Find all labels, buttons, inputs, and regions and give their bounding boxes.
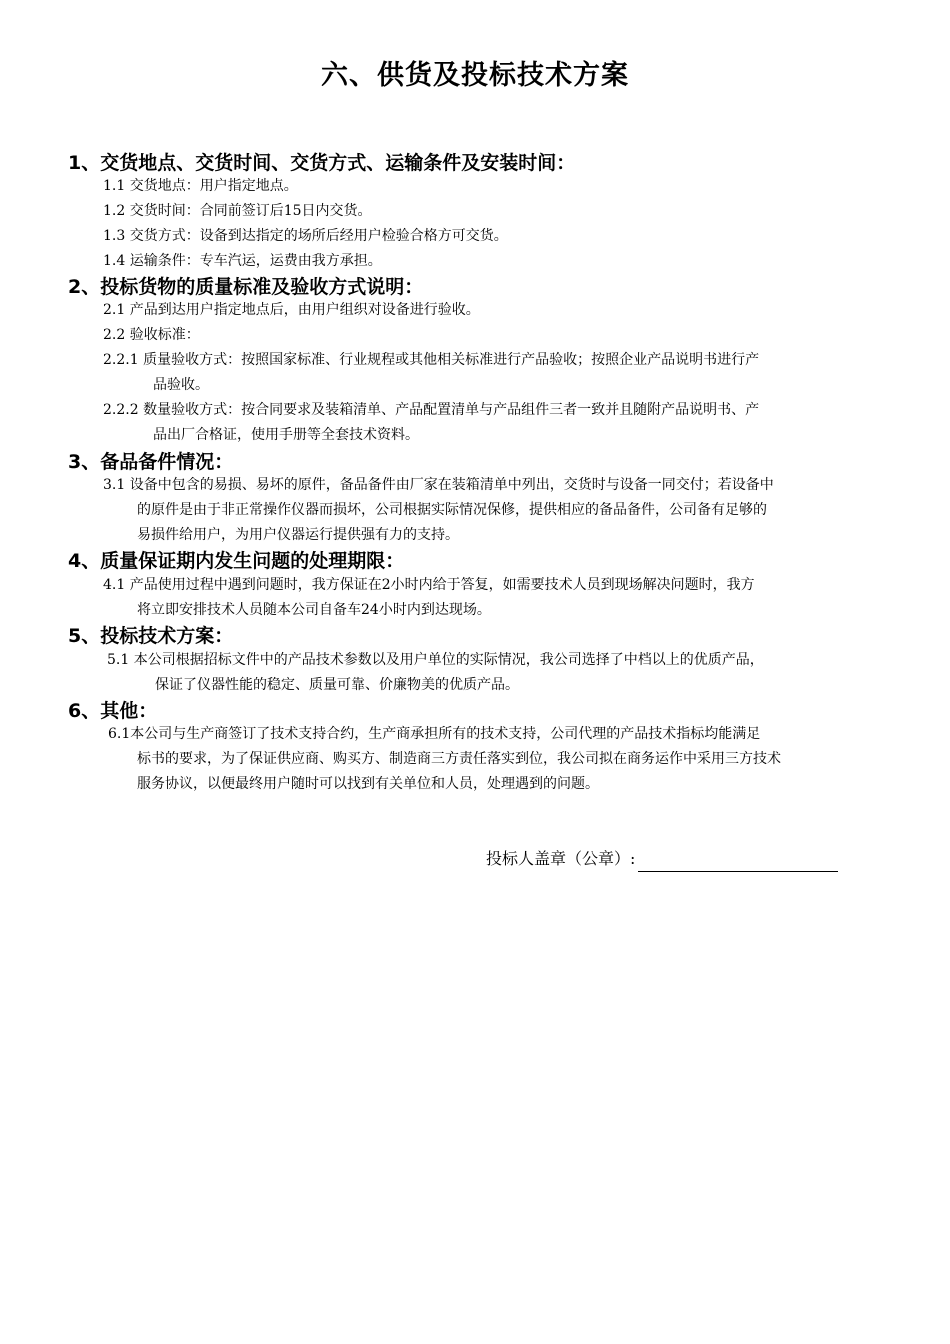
page-title: 六、供货及投标技术方案 — [321, 60, 629, 91]
section-2-heading: 2、投标货物的质量标准及验收方式说明： — [68, 276, 424, 298]
section-6-line-3: 服务协议，以便最终用户随时可以找到有关单位和人员，处理遇到的问题。 — [137, 776, 599, 792]
section-6-heading: 6、其他： — [68, 700, 158, 722]
section-1-line-4: 1.4 运输条件：专车汽运，运费由我方承担。 — [103, 253, 382, 269]
section-1-heading: 1、交货地点、交货时间、交货方式、运输条件及安装时间： — [68, 152, 576, 174]
section-3-line-3: 易损件给用户，为用户仪器运行提供强有力的支持。 — [137, 527, 459, 543]
section-6-line-1: 6.1本公司与生产商签订了技术支持合约，生产商承担所有的技术支持，公司代理的产品技术指标均能满足 — [108, 726, 761, 742]
section-2-line-6: 品出厂合格证，使用手册等全套技术资料。 — [153, 427, 419, 443]
section-5-line-2: 保证了仪器性能的稳定、质量可靠、价廉物美的优质产品。 — [155, 677, 519, 693]
section-2-line-4: 品验收。 — [153, 377, 209, 393]
section-1-line-1: 1.1 交货地点：用户指定地点。 — [103, 178, 298, 194]
section-3-line-1: 3.1 设备中包含的易损、易坏的原件，备品备件由厂家在装箱清单中列出，交货时与设备一同交付；若设备中 — [103, 477, 774, 493]
section-6-line-2: 标书的要求，为了保证供应商、购买方、制造商三方责任落实到位，我公司拟在商务运作中采用三方技术 — [137, 751, 781, 767]
section-2-line-1: 2.1 产品到达用户指定地点后，由用户组织对设备进行验收。 — [103, 302, 480, 318]
signature-label: 投标人盖章（公章）: — [486, 849, 636, 868]
section-1-line-2: 1.2 交货时间：合同前签订后15日内交货。 — [103, 203, 372, 219]
section-4-line-1: 4.1 产品使用过程中遇到问题时，我方保证在2小时内给于答复，如需要技术人员到现场解决问题时，我方 — [103, 577, 755, 593]
section-3-heading: 3、备品备件情况： — [68, 451, 234, 473]
section-2-line-5: 2.2.2 数量验收方式：按合同要求及装箱清单、产品配置清单与产品组件三者一致并且随附产品说明书、产 — [103, 402, 760, 418]
section-5-heading: 5、投标技术方案： — [68, 625, 234, 647]
section-5-line-1: 5.1 本公司根据招标文件中的产品技术参数以及用户单位的实际情况，我公司选择了中档以上的优质产品， — [107, 652, 764, 668]
signature-block — [486, 846, 838, 872]
section-1-line-3: 1.3 交货方式：设备到达指定的场所后经用户检验合格方可交货。 — [103, 228, 508, 244]
section-2-line-2: 2.2 验收标准： — [103, 327, 200, 343]
section-4-heading: 4、质量保证期内发生问题的处理期限： — [68, 550, 405, 572]
signature-line[interactable] — [638, 851, 838, 872]
section-3-line-2: 的原件是由于非正常操作仪器而损坏，公司根据实际情况保修，提供相应的备品备件，公司备有足够的 — [137, 502, 767, 518]
section-2-line-3: 2.2.1 质量验收方式：按照国家标准、行业规程或其他相关标准进行产品验收；按照企业产品说明书进行产 — [103, 352, 760, 368]
section-4-line-2: 将立即安排技术人员随本公司自备车24小时内到达现场。 — [137, 602, 491, 618]
